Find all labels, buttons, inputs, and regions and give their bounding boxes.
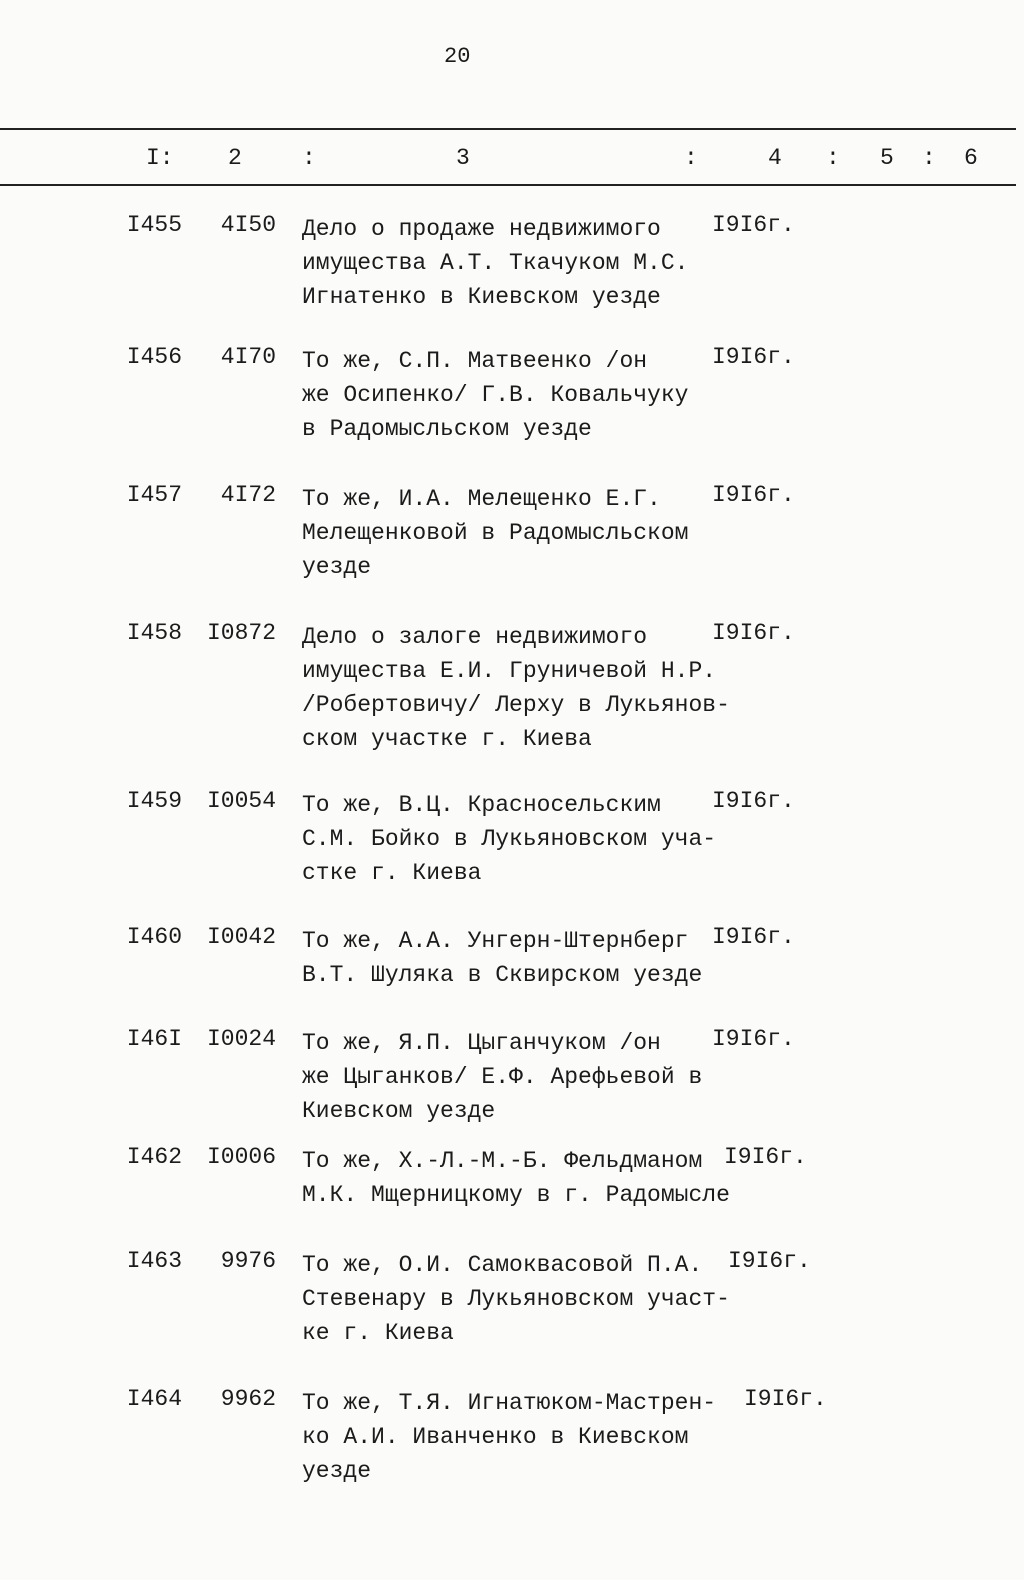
case-title-line: же Цыганков/ Е.Ф. Арефьевой в <box>302 1064 703 1090</box>
header-rule-top <box>0 128 1016 130</box>
entry-number: I456 <box>126 344 182 370</box>
header-sep5: : <box>922 145 936 171</box>
case-number: I0024 <box>206 1026 276 1052</box>
case-title-line: В.Т. Шуляка в Сквирском уезде <box>302 962 703 988</box>
case-title-line: Стевенару в Лукьяновском участ- <box>302 1286 730 1312</box>
case-title-line: /Робертовичу/ Лерху в Лукьянов- <box>302 692 730 718</box>
case-number: I0054 <box>206 788 276 814</box>
case-title <box>302 1386 716 1488</box>
case-title-line: То же, А.А. Унгерн-Штернберг <box>302 928 689 954</box>
case-year: I9I6г. <box>712 482 795 508</box>
case-number: 4I50 <box>220 212 276 238</box>
entry-number: I460 <box>126 924 182 950</box>
case-title-line: С.М. Бойко в Лукьяновском уча- <box>302 826 717 852</box>
header-sep3: : <box>684 145 698 171</box>
case-title <box>302 212 688 314</box>
case-year: I9I6г. <box>712 1026 795 1052</box>
case-title-line: То же, С.П. Матвеенко /он <box>302 348 648 374</box>
header-col5: 5 <box>880 145 894 171</box>
case-number: 4I70 <box>220 344 276 370</box>
case-year: I9I6г. <box>712 344 795 370</box>
header-sep4: : <box>826 145 840 171</box>
case-year: I9I6г. <box>712 924 795 950</box>
case-number: I0042 <box>206 924 276 950</box>
case-title-line: Дело о залоге недвижимого <box>302 624 648 650</box>
case-title-line: Мелещенковой в Радомысльском <box>302 520 689 546</box>
entry-number: I459 <box>126 788 182 814</box>
case-title-line: ке г. Киева <box>302 1320 454 1346</box>
case-title-line: М.К. Мщерницкому в г. Радомысле <box>302 1182 730 1208</box>
entry-number: I463 <box>126 1248 182 1274</box>
case-title-line: уезде <box>302 1458 372 1484</box>
case-title-line: имущества Е.И. Груничевой Н.Р. <box>302 658 717 684</box>
case-year: I9I6г. <box>744 1386 827 1412</box>
case-title-line: ском участке г. Киева <box>302 726 592 752</box>
header-col2: 2 <box>228 145 242 171</box>
header-col6: 6 <box>964 145 978 171</box>
entry-number: I464 <box>126 1386 182 1412</box>
header-rule-bottom <box>0 184 1016 186</box>
case-title <box>302 1026 702 1128</box>
case-title-line: То же, В.Ц. Красносельским <box>302 792 661 818</box>
case-number: I0872 <box>206 620 276 646</box>
header-col4: 4 <box>768 145 782 171</box>
case-title-line: Игнатенко в Киевском уезде <box>302 284 661 310</box>
case-title-line: То же, И.А. Мелещенко Е.Г. <box>302 486 661 512</box>
case-title-line: стке г. Киева <box>302 860 482 886</box>
case-year: I9I6г. <box>712 212 795 238</box>
case-number: 9962 <box>220 1386 276 1412</box>
case-title-line: Дело о продаже недвижимого <box>302 216 661 242</box>
page-number: 20 <box>444 44 471 69</box>
header-col1: I: <box>146 145 174 171</box>
case-year: I9I6г. <box>728 1248 811 1274</box>
case-title-line: уезде <box>302 554 372 580</box>
case-title-line: же Осипенко/ Г.В. Ковальчуку <box>302 382 689 408</box>
header-sep1: : <box>302 145 316 171</box>
case-title-line: в Радомысльском уезде <box>302 416 592 442</box>
case-year: I9I6г. <box>724 1144 807 1170</box>
case-title <box>302 620 730 756</box>
entry-number: I458 <box>126 620 182 646</box>
header-col3: 3 <box>456 145 470 171</box>
entry-number: I462 <box>126 1144 182 1170</box>
case-title-line: То же, Я.П. Цыганчуком /он <box>302 1030 661 1056</box>
case-year: I9I6г. <box>712 788 795 814</box>
case-number: 9976 <box>220 1248 276 1274</box>
case-title-line: ко А.И. Иванченко в Киевском <box>302 1424 689 1450</box>
case-title-line: Киевском уезде <box>302 1098 496 1124</box>
case-title-line: имущества А.Т. Ткачуком М.С. <box>302 250 689 276</box>
case-title <box>302 788 716 890</box>
case-title-line: То же, Х.-Л.-М.-Б. Фельдманом <box>302 1148 703 1174</box>
case-title-line: То же, Т.Я. Игнатюком-Мастрен- <box>302 1390 717 1416</box>
case-year: I9I6г. <box>712 620 795 646</box>
case-title <box>302 924 702 992</box>
case-title <box>302 344 688 446</box>
case-number: 4I72 <box>220 482 276 508</box>
entry-number: I455 <box>126 212 182 238</box>
case-title <box>302 482 688 584</box>
case-title <box>302 1144 730 1212</box>
entry-number: I457 <box>126 482 182 508</box>
case-title <box>302 1248 730 1350</box>
case-number: I0006 <box>206 1144 276 1170</box>
entry-number: I46I <box>126 1026 182 1052</box>
case-title-line: То же, О.И. Самоквасовой П.А. <box>302 1252 703 1278</box>
